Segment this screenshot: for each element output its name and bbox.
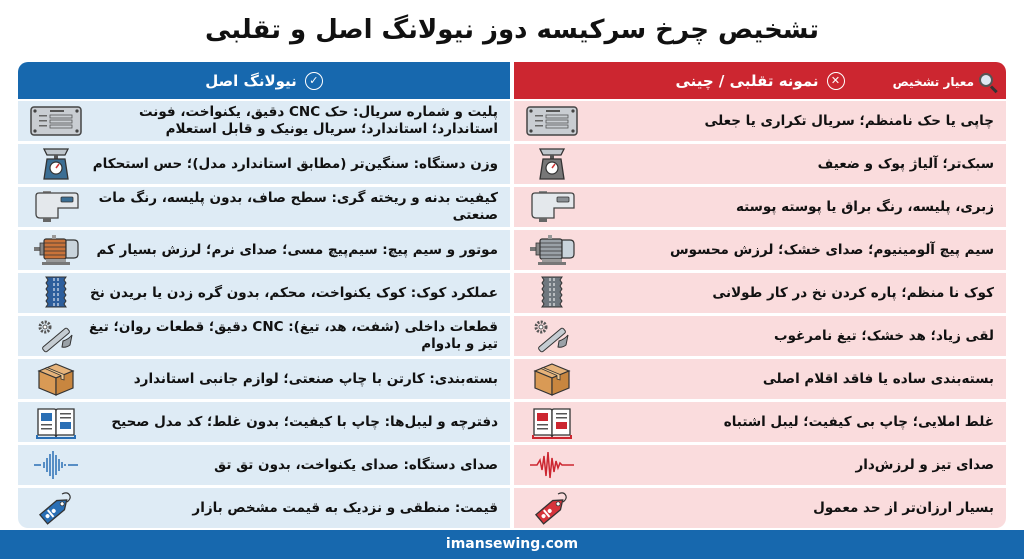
original-row xyxy=(18,273,510,313)
original-description: عملکرد کوک: کوک یکنواخت، محکم، بدون گره زدن یا بریدن نخ xyxy=(90,284,498,301)
original-row xyxy=(18,230,510,270)
original-column xyxy=(18,62,510,528)
fake-description: زبری، پلیسه، رنگ براق یا پوسته پوسته xyxy=(735,198,994,215)
original-description: قطعات داخلی (شفت، هد، تیغ): CNC دقیق؛ قطعات روان؛ تیغ تیز و بادوام xyxy=(89,319,498,352)
manual-icon xyxy=(28,405,84,439)
original-row xyxy=(18,101,510,141)
fake-row xyxy=(514,230,1006,270)
parts-icon xyxy=(28,319,84,353)
original-description: کیفیت بدنه و ریخته گری: سطح صاف، بدون پلیسه، رنگ مات صنعتی xyxy=(98,190,498,223)
box-icon xyxy=(28,362,84,396)
fake-row xyxy=(514,359,1006,399)
sound-wave-icon xyxy=(28,448,84,482)
original-row xyxy=(18,316,510,356)
check-circle-icon: ✓ xyxy=(305,72,323,90)
magnifier-icon xyxy=(978,72,998,92)
motor-icon xyxy=(28,233,84,267)
nameplate-icon xyxy=(524,104,580,138)
comparison-table xyxy=(18,62,1006,528)
fake-description: چاپی یا حک نامنظم؛ سریال تکراری یا جعلی xyxy=(704,112,994,129)
manual-icon xyxy=(524,405,580,439)
footer-website: imansewing.com xyxy=(0,530,1024,559)
fake-row xyxy=(514,144,1006,184)
original-header-label: نیولانگ اصل xyxy=(205,71,297,90)
fake-row xyxy=(514,316,1006,356)
machine-head-icon xyxy=(524,190,580,224)
stitch-icon xyxy=(524,276,580,310)
criteria-label: معیار تشخیص xyxy=(893,62,998,102)
fake-header-label: نمونه تقلبی / چینی xyxy=(675,71,819,90)
fake-row xyxy=(514,101,1006,141)
original-row xyxy=(18,144,510,184)
original-row xyxy=(18,187,510,227)
fake-row xyxy=(514,273,1006,313)
fake-description: صدای تیز و لرزش‌دار xyxy=(855,456,994,473)
fake-column xyxy=(514,62,1006,528)
fake-row xyxy=(514,445,1006,485)
fake-description: کوک نا منظم؛ پاره کردن نخ در کار طولانی xyxy=(712,284,994,301)
fake-description: بسته‌بندی ساده یا فاقد اقلام اصلی xyxy=(762,370,994,387)
page-title: تشخیص چرخ سرکیسه دوز نیولانگ اصل و تقلبی xyxy=(204,15,820,45)
scale-icon xyxy=(28,147,84,181)
original-description: بسته‌بندی: کارتن با چاپ صنعتی؛ لوازم جانبی استاندارد xyxy=(133,370,498,387)
price-tag-icon xyxy=(28,491,84,525)
original-description: دفترچه و لیبل‌ها: چاپ با کیفیت؛ بدون غلط؛ کد مدل صحیح xyxy=(111,413,498,430)
x-circle-icon: ✕ xyxy=(827,72,845,90)
original-description: پلیت و شماره سریال: حک CNC دقیق، یکنواخت، فونت استاندارد؛ استاندارد؛ سریال یونیک و قابل استعلام xyxy=(138,104,498,137)
original-description: موتور و سیم پیچ: سیم‌پیچ مسی؛ صدای نرم؛ لرزش بسیار کم xyxy=(96,241,498,258)
scale-icon xyxy=(524,147,580,181)
machine-head-icon xyxy=(28,190,84,224)
parts-icon xyxy=(524,319,580,353)
sound-wave-icon xyxy=(524,448,580,482)
fake-description: غلط املایی؛ چاپ بی کیفیت؛ لیبل اشتباه xyxy=(723,413,994,430)
nameplate-icon xyxy=(28,104,84,138)
original-row xyxy=(18,359,510,399)
original-column-header xyxy=(18,62,510,99)
original-description: قیمت: منطقی و نزدیک به قیمت مشخص بازار xyxy=(192,499,498,516)
fake-description: بسیار ارزان‌تر از حد معمول xyxy=(813,499,994,516)
fake-row xyxy=(514,402,1006,442)
box-icon xyxy=(524,362,580,396)
stitch-icon xyxy=(28,276,84,310)
original-row xyxy=(18,488,510,528)
original-row xyxy=(18,445,510,485)
fake-row xyxy=(514,187,1006,227)
fake-description: لقی زیاد؛ هد خشک؛ تیغ نامرغوب xyxy=(774,327,994,344)
price-tag-icon xyxy=(524,491,580,525)
fake-column-header xyxy=(514,62,1006,99)
fake-row xyxy=(514,488,1006,528)
original-description: صدای دستگاه: صدای یکنواخت، بدون تق تق xyxy=(214,456,498,473)
motor-icon xyxy=(524,233,580,267)
original-description: وزن دستگاه: سنگین‌تر (مطابق استاندارد مدل)؛ حس استحکام xyxy=(92,155,498,172)
fake-description: سبک‌تر؛ آلیاژ پوک و ضعیف xyxy=(817,155,994,172)
fake-description: سیم پیچ آلومینیوم؛ صدای خشک؛ لرزش محسوس xyxy=(669,241,994,258)
original-row xyxy=(18,402,510,442)
